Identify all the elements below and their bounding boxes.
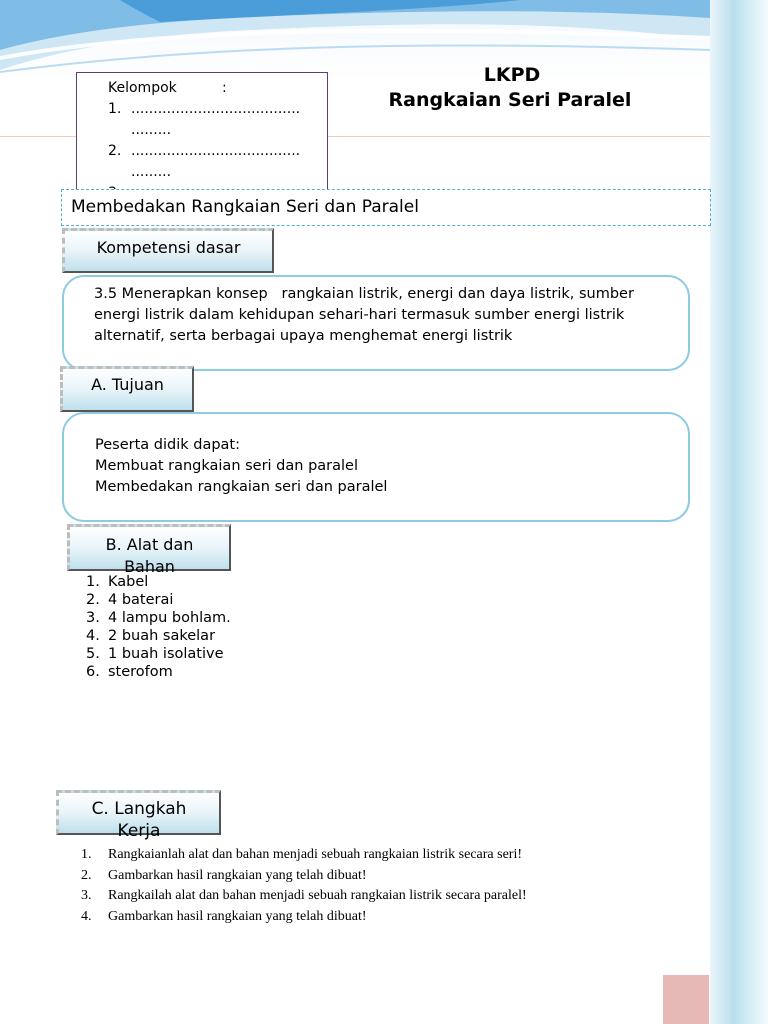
list-item: 4. Gambarkan hasil rangkaian yang telah dibuat!	[81, 909, 367, 924]
list-item: 2. Gambarkan hasil rangkaian yang telah dibuat!	[81, 868, 367, 883]
alat-bahan-tab	[67, 524, 231, 576]
group-colon: :	[222, 80, 227, 96]
page-title: LKPD	[483, 64, 541, 86]
member-blank-line: ......................................	[131, 101, 301, 117]
list-item: 4. 2 buah sakelar	[86, 628, 216, 644]
list-item: 1. Kabel	[86, 574, 149, 590]
list-item: 5. 1 buah isolative	[86, 646, 224, 662]
alat-bahan-heading-cont: Bahan	[124, 557, 175, 576]
tujuan-line: Membedakan rangkaian seri dan paralel	[95, 479, 388, 495]
group-member-box	[76, 72, 328, 191]
langkah-kerja-tab	[56, 790, 221, 841]
member-blank-line: .........	[131, 164, 172, 180]
kompetensi-dasar-text: 3.5 Menerapkan konsep rangkaian listrik, energi dan daya listrik, sumber energi listrik dalam kehidupan sehari-hari termasuk sumber energi listrik alternatif, serta berbagai upaya menghemat energi listrik	[94, 286, 639, 344]
member-blank-line: .........	[131, 122, 172, 138]
list-item: 3. 4 lampu bohlam.	[86, 610, 231, 626]
group-label: Kelompok	[108, 80, 177, 96]
corner-decorative-block	[663, 975, 709, 1024]
kompetensi-dasar-heading: Kompetensi dasar	[96, 238, 241, 257]
member-number: 2.	[108, 143, 122, 159]
list-item: 6. sterofom	[86, 664, 173, 680]
tujuan-line: Membuat rangkaian seri dan paralel	[95, 458, 358, 474]
tujuan-line: Peserta didik dapat:	[95, 437, 240, 453]
tujuan-heading: A. Tujuan	[91, 375, 164, 394]
list-item: 1. Rangkaianlah alat dan bahan menjadi sebuah rangkaian listrik secara seri!	[81, 847, 522, 862]
list-item: 2. 4 baterai	[86, 592, 174, 608]
member-number: 1.	[108, 101, 122, 117]
langkah-kerja-heading: C. Langkah	[91, 799, 187, 819]
topic-text: Membedakan Rangkaian Seri dan Paralel	[71, 197, 419, 217]
tujuan-tab	[60, 366, 194, 412]
kompetensi-dasar-tab	[62, 228, 274, 273]
list-item: 3. Rangkailah alat dan bahan menjadi sebuah rangkaian listrik secara paralel!	[81, 888, 527, 903]
langkah-kerja-heading-cont: Kerja	[117, 821, 161, 841]
page-subtitle: Rangkaian Seri Paralel	[388, 89, 632, 111]
member-blank-line: ......................................	[131, 143, 301, 159]
alat-bahan-heading: B. Alat dan	[105, 535, 194, 554]
right-decorative-strip	[710, 0, 768, 1024]
